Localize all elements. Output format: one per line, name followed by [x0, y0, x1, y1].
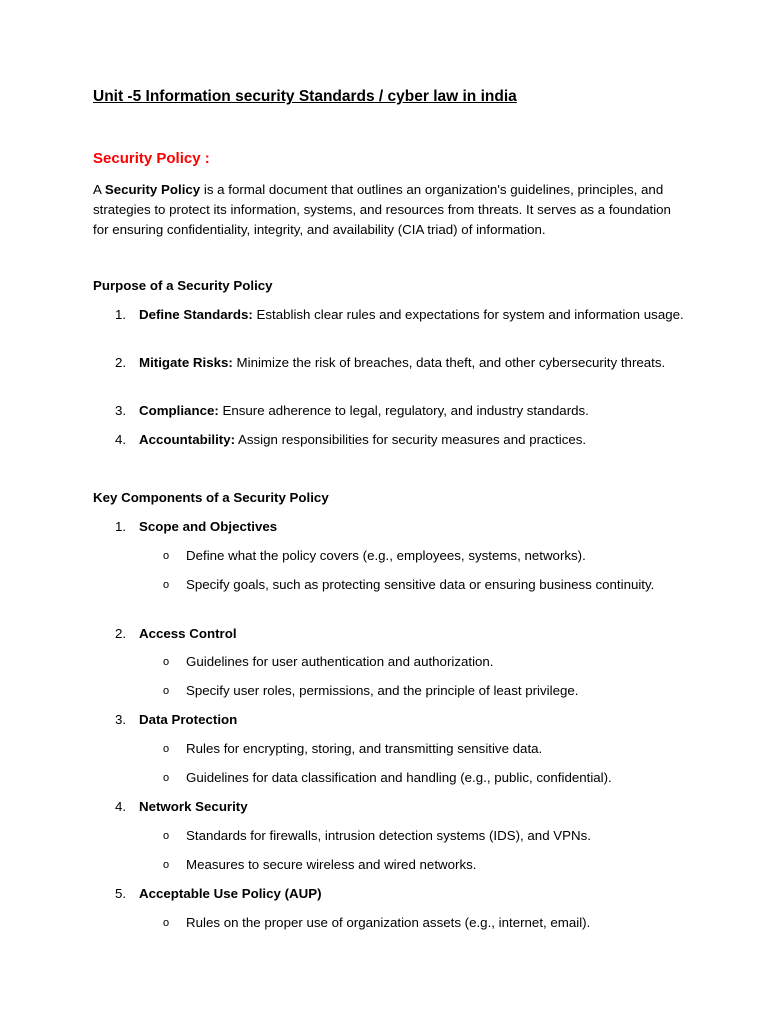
purpose-heading: Purpose of a Security Policy	[93, 278, 273, 293]
component-bullet	[93, 652, 693, 672]
component-bullet-text: Specify goals, such as protecting sensitive data or ensuring business continuity.	[186, 577, 655, 592]
component-bullet	[93, 575, 693, 595]
purpose-item-term: Accountability:	[139, 432, 236, 447]
component-item-number: 5.	[115, 886, 127, 901]
bullet-marker: o	[163, 656, 170, 668]
purpose-item-number: 3.	[115, 403, 127, 418]
component-item-number: 1.	[115, 519, 127, 534]
bullet-marker: o	[163, 772, 170, 784]
component-bullet	[93, 546, 693, 566]
component-item	[93, 710, 693, 730]
component-item	[93, 884, 693, 904]
purpose-item-number: 2.	[115, 355, 127, 370]
purpose-item-term: Define Standards:	[139, 307, 253, 322]
purpose-item-body	[139, 353, 693, 373]
component-item-number: 3.	[115, 712, 127, 727]
component-bullet-text: Measures to secure wireless and wired networks.	[186, 857, 477, 872]
bullet-marker: o	[163, 685, 170, 697]
intro-lead: A	[93, 182, 105, 197]
section-heading: Security Policy :	[93, 150, 210, 167]
bullet-marker: o	[163, 550, 170, 562]
intro-paragraph	[93, 180, 683, 240]
purpose-item-text: Minimize the risk of breaches, data theft, and other cybersecurity threats.	[232, 355, 666, 370]
purpose-item-body	[139, 305, 693, 325]
component-item-title: Acceptable Use Policy (AUP)	[139, 886, 322, 901]
purpose-item-body	[139, 401, 693, 421]
component-bullet-text: Guidelines for data classification and handling (e.g., public, confidential).	[186, 770, 612, 785]
component-item-number: 2.	[115, 626, 127, 641]
component-item-title: Data Protection	[139, 712, 238, 727]
component-bullet	[93, 913, 693, 933]
component-bullet	[93, 739, 693, 759]
component-item-title: Access Control	[139, 626, 237, 641]
intro-term: Security Policy	[104, 182, 201, 197]
bullet-marker: o	[163, 917, 170, 929]
component-bullet-text: Rules on the proper use of organization assets (e.g., internet, email).	[186, 915, 591, 930]
intro-rest: is a formal document that outlines an organization's guidelines, principles, and strategies to protect its information, systems, and resources from threats. It serves as a foundation for ensuring confidentiality, integrity, and availability (CIA triad) of information.	[93, 182, 671, 237]
purpose-item	[93, 353, 693, 373]
component-item-number: 4.	[115, 799, 127, 814]
purpose-item-text: Ensure adherence to legal, regulatory, and industry standards.	[218, 403, 589, 418]
component-bullet-text: Define what the policy covers (e.g., employees, systems, networks).	[186, 548, 586, 563]
unit-title: Unit -5 Information security Standards / cyber law in india	[93, 88, 517, 105]
component-bullet-text: Standards for firewalls, intrusion detection systems (IDS), and VPNs.	[186, 828, 591, 843]
purpose-item	[93, 430, 693, 450]
purpose-item-term: Compliance:	[139, 403, 219, 418]
component-item	[93, 797, 693, 817]
purpose-item-text: Establish clear rules and expectations for system and information usage.	[252, 307, 684, 322]
component-item	[93, 517, 693, 537]
bullet-marker: o	[163, 743, 170, 755]
bullet-marker: o	[163, 859, 170, 871]
components-heading: Key Components of a Security Policy	[93, 490, 329, 505]
bullet-marker: o	[163, 579, 170, 591]
purpose-item-text: Assign responsibilities for security measures and practices.	[235, 432, 587, 447]
purpose-item-number: 4.	[115, 432, 127, 447]
purpose-item	[93, 305, 693, 325]
component-bullet-text: Rules for encrypting, storing, and transmitting sensitive data.	[186, 741, 543, 756]
component-bullet-text: Guidelines for user authentication and authorization.	[186, 654, 494, 669]
component-bullet	[93, 768, 693, 788]
purpose-item-term: Mitigate Risks:	[139, 355, 233, 370]
purpose-item	[93, 401, 693, 421]
component-item-title: Network Security	[139, 799, 248, 814]
component-bullet-text: Specify user roles, permissions, and the principle of least privilege.	[186, 683, 579, 698]
component-bullet	[93, 855, 693, 875]
component-bullet	[93, 826, 693, 846]
bullet-marker: o	[163, 830, 170, 842]
component-bullet	[93, 681, 693, 701]
component-item	[93, 624, 693, 644]
component-item-title: Scope and Objectives	[139, 519, 278, 534]
purpose-item-number: 1.	[115, 307, 127, 322]
purpose-item-body	[139, 430, 693, 450]
